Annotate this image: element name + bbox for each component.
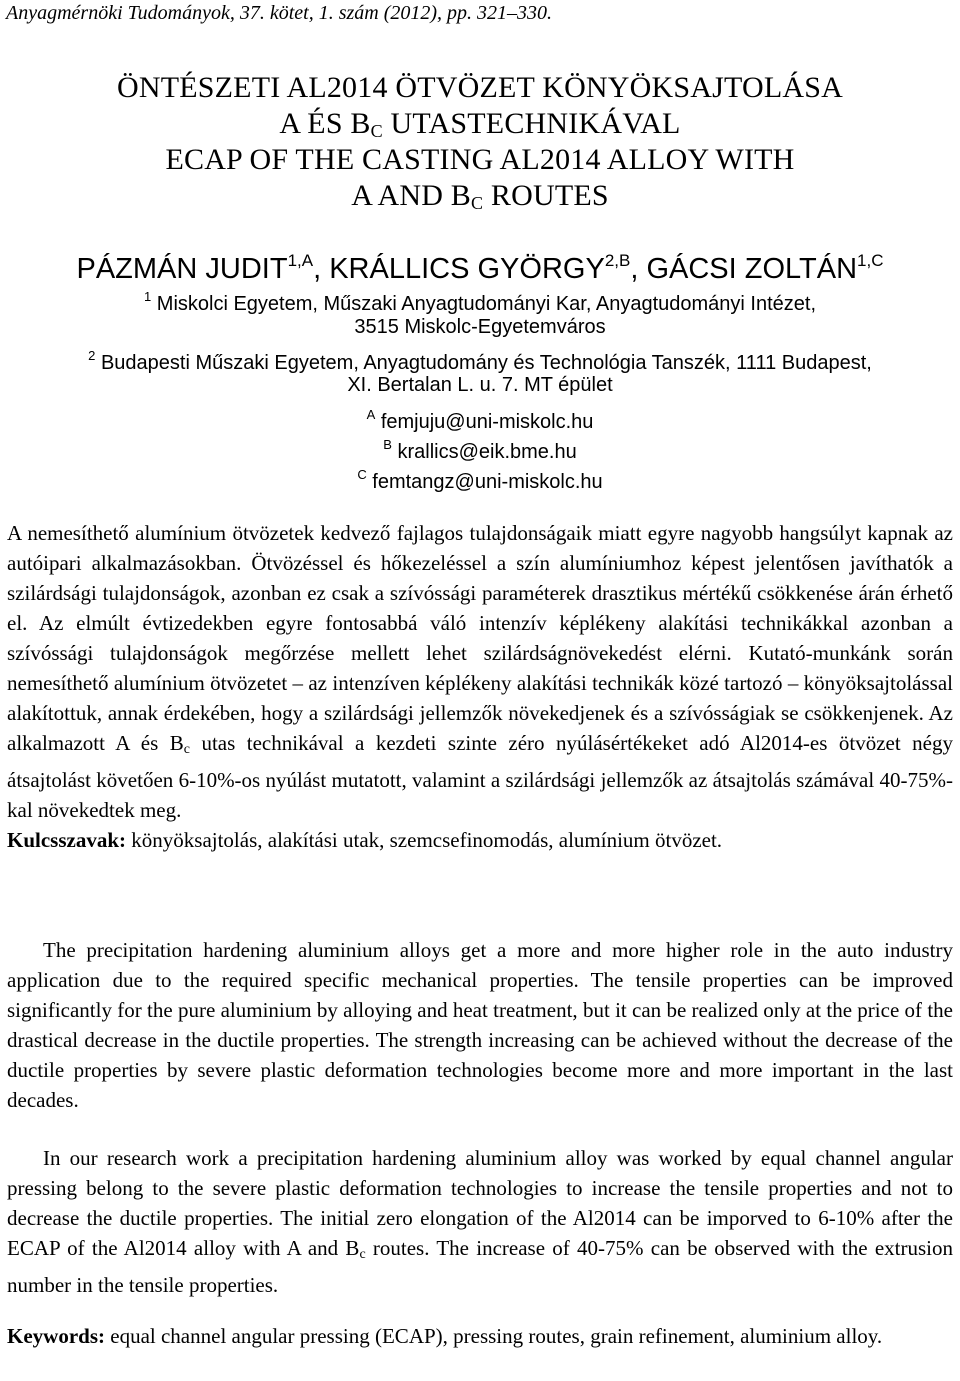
journal-reference: Anyagmérnöki Tudományok, 37. kötet, 1. szám (2012), pp. 321–330. (6, 2, 553, 24)
title-hu-line-2: A ÉS $B_C$ UTASTECHNIKÁVAL (279, 107, 681, 141)
author-name: KRÁLLICS GYÖRGY (329, 253, 605, 285)
title-en-line-1: ECAP OF THE CASTING AL2014 ALLOY WITH (165, 143, 795, 176)
author-list: PÁZMÁN $JUDIT^{1,A}$, KRÁLLICS $GYÖRGY^{2,B}$, GÁCSI $ZOLTÁN^{1,C}$ (76, 251, 884, 285)
email-a: $^A$ femjuju@uni-miskolc.hu (366, 407, 594, 433)
abstract-english-paragraph-1: The precipitation hardening aluminium alloys get a more and more higher role in the auto industry application due to the required specific mechanical properties. The tensile properties can be improved significantly for the pure aluminium by alloying and heat treatment, but it can be realized only at the price of the drastical decrease in the ductile properties. The strength increasing can be achieved without the decrease of the ductile properties by severe plastic deformation technologies become more and more important in the last decades. (7, 938, 953, 1112)
abstract-english-paragraph-2: In our research work a precipitation hardening aluminium alloy was worked by equal channel angular pressing belong to the severe plastic deformation technologies to increase the tensile properties and not to decrease the ductile properties. The initial zero elongation of the Al2014 can be imporved to 6-10% after the ECAP of the Al2014 alloy with A and $B_c$ routes. The increase of 40-75% can be observed with the extrusion number in the tensile properties. (7, 1146, 953, 1297)
keywords-english: Keywords: equal channel angular pressing (ECAP), pressing routes, grain refinement, aluminium alloy. (7, 1324, 883, 1348)
author-superscript: 1,C (857, 251, 884, 270)
affiliation-1-line-1: $^1$ Miskolci Egyetem, Műszaki Anyagtudományi Kar, Anyagtudományi Intézet, (143, 289, 816, 315)
author-superscript: 2,B (604, 251, 631, 270)
affiliation-2-line-1: $^2$ Budapesti Műszaki Egyetem, Anyagtudomány és Technológia Tanszék, 1111 Budapest, (88, 348, 872, 374)
affiliation-1-line-2: 3515 Miskolc-Egyetemváros (354, 316, 606, 338)
author-name: PÁZMÁN JUDIT (76, 253, 288, 285)
email-c: $^C$ femtangz@uni-miskolc.hu (357, 467, 603, 493)
keywords-hungarian: Kulcsszavak: könyöksajtolás, alakítási utak, szemcsefinomodás, alumínium ötvözet. (7, 828, 723, 852)
affiliation-2-line-2: XI. Bertalan L. u. 7. MT épület (347, 374, 613, 396)
email-b: $^B$ krallics@eik.bme.hu (383, 437, 577, 463)
title-en-line-2: A AND $B_C$ ROUTES (351, 179, 609, 213)
abstract-hungarian: A nemesíthető alumínium ötvözetek kedvező fajlagos tulajdonságaik miatt egyre nagyobb hangsúlyt kapnak az autóipari alkalmazásokban. Ötvözéssel és hőkezeléssel a szín alumíniumhoz képest jelentősen javíthatók a szilárdsági tulajdonságok, azonban ez csak a szívóssági paraméterek drasztikus mértékű csökkenése árán érhető el. Az elmúlt évtizedekben egyre fontosabbá váló intenzív képlékeny alakítási technikákkal azonban a szívóssági tulajdonságok megőrzése mellett lehet szilárdságnövekedést elérni. Kutató-munkánk során nemesíthető alumínium ötvözetet – az intenzíven képlékeny alakítási technikák közé tartozó – könyöksajtolással alakítottuk, annak érdekében, hogy a szilárdsági jellemzők növekedjenek és a szívósságiak se csökkenjenek. Az alkalmazott A és $B_c$ utas technikával a kezdeti szinte zéro nyúlásértékeket adó Al2014-es ötvözet négy átsajtolást követően 6-10%-os nyúlást mutatott, valamint a szilárdsági jellemzők az átsajtolás számával 40-75%-kal növekedtek meg. Kulcsszavak: könyöksajtolás, alakítási utak, szemcsefinomodás, alumínium ötvözet. (7, 521, 953, 852)
author-superscript: 1,A (287, 251, 314, 270)
author-name: GÁCSI ZOLTÁN (646, 253, 858, 285)
title-hu-line-1: ÖNTÉSZETI AL2014 ÖTVÖZET KÖNYÖKSAJTOLÁSA (116, 71, 844, 104)
